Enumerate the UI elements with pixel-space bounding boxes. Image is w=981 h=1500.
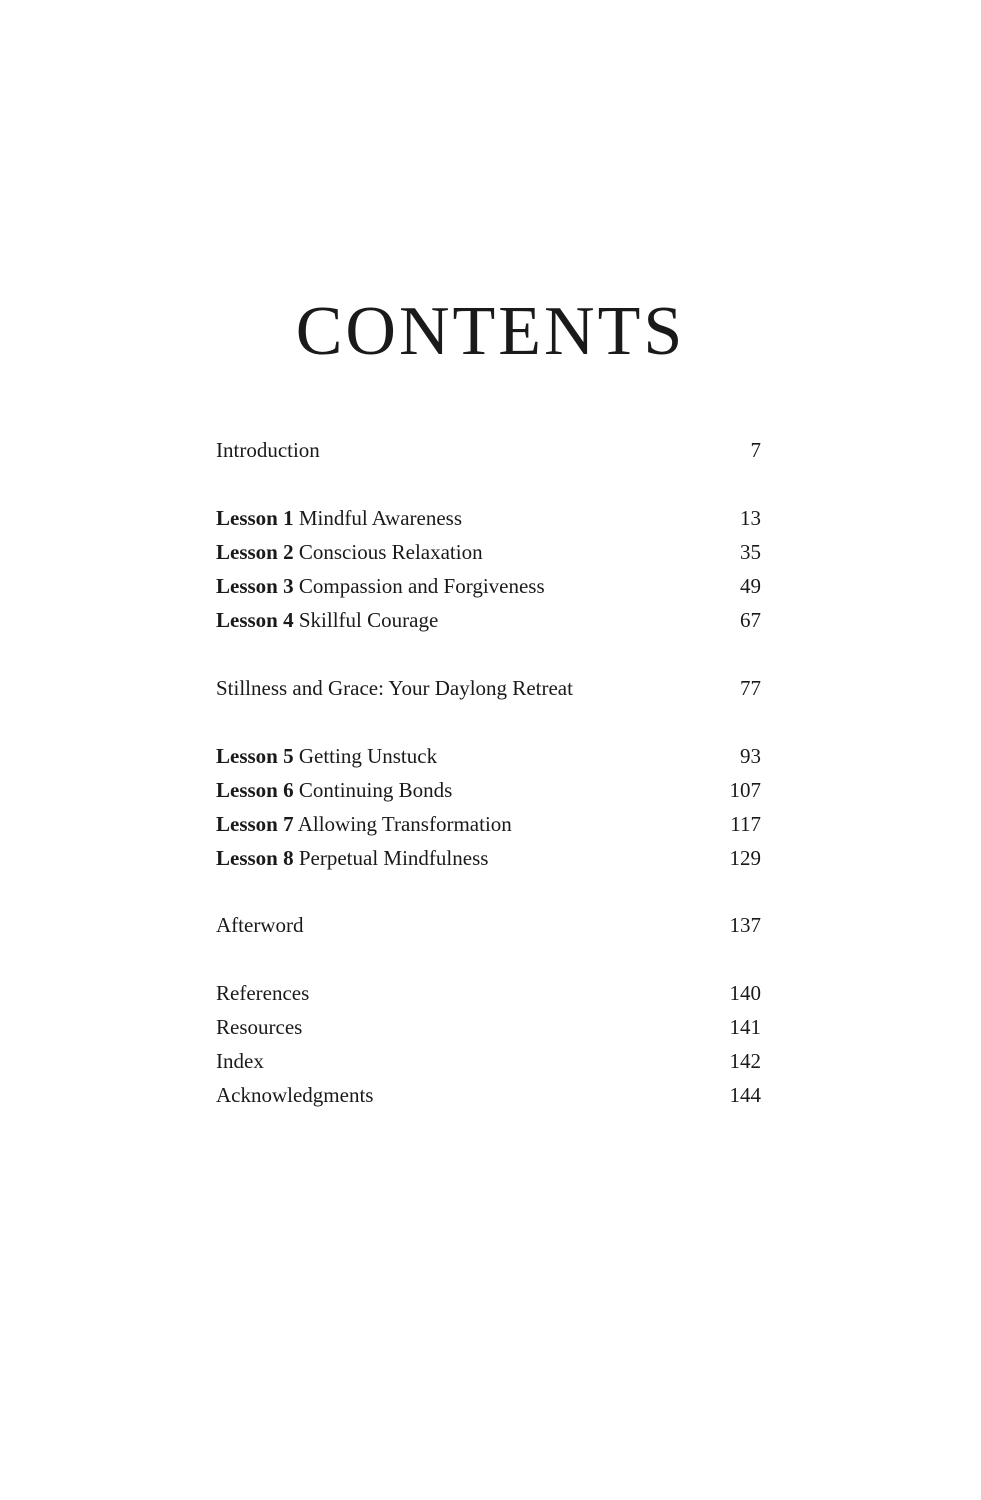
entry-label: Perpetual Mindfulness xyxy=(298,846,489,870)
lesson-number: Lesson 2 xyxy=(216,540,294,564)
lesson-number: Lesson 3 xyxy=(216,574,294,598)
toc-entry-title xyxy=(216,539,483,565)
page-number: 67 xyxy=(740,608,761,632)
page-number: 129 xyxy=(729,846,761,870)
toc-entry xyxy=(216,777,761,803)
entry-label: Acknowledgments xyxy=(216,1083,374,1107)
entry-label: Resources xyxy=(216,1015,303,1039)
toc-entry xyxy=(216,845,761,871)
toc-entry-title xyxy=(216,811,512,837)
toc-entry xyxy=(216,980,761,1006)
page-number: 142 xyxy=(729,1049,761,1073)
toc-entry-title xyxy=(216,505,462,531)
page-number: 49 xyxy=(740,574,761,598)
lesson-number: Lesson 4 xyxy=(216,608,294,632)
entry-label: Index xyxy=(216,1049,264,1073)
toc-entry xyxy=(216,1014,761,1040)
page-number: 141 xyxy=(729,1015,761,1039)
entry-label: References xyxy=(216,981,310,1005)
entry-label: Getting Unstuck xyxy=(298,744,438,768)
toc-entry xyxy=(216,1082,761,1108)
toc-entry xyxy=(216,573,761,599)
lesson-number: Lesson 7 xyxy=(216,812,294,836)
toc-entry xyxy=(216,1048,761,1074)
toc-entry-title xyxy=(216,845,488,871)
toc-entry-title xyxy=(216,912,303,938)
toc-entry-title xyxy=(216,1048,264,1074)
toc-entry-title xyxy=(216,573,545,599)
toc-entry-title xyxy=(216,743,437,769)
entry-label: Continuing Bonds xyxy=(298,778,453,802)
toc-entry-title xyxy=(216,1082,373,1108)
toc-entry xyxy=(216,675,761,701)
toc-entry-title xyxy=(216,777,452,803)
page-number: 7 xyxy=(750,438,761,462)
entry-label: Mindful Awareness xyxy=(298,506,462,530)
page-number: 144 xyxy=(729,1083,761,1107)
toc-entry xyxy=(216,912,761,938)
entry-label: Conscious Relaxation xyxy=(298,540,483,564)
lesson-number: Lesson 5 xyxy=(216,744,294,768)
toc-entry xyxy=(216,539,761,565)
toc-entry-title xyxy=(216,980,309,1006)
page-number: 93 xyxy=(740,744,761,768)
toc-entry xyxy=(216,437,761,463)
lesson-number: Lesson 8 xyxy=(216,846,294,870)
entry-label: Introduction xyxy=(216,438,320,462)
lesson-number: Lesson 1 xyxy=(216,506,294,530)
toc-entry xyxy=(216,811,761,837)
entry-label: Afterword xyxy=(216,913,304,937)
page-number: 117 xyxy=(730,812,761,836)
page-number: 137 xyxy=(729,913,761,937)
toc-entry-title xyxy=(216,437,320,463)
page-number: 13 xyxy=(740,506,761,530)
toc-entry-title xyxy=(216,1014,302,1040)
toc-entry xyxy=(216,607,761,633)
toc-entry-title xyxy=(216,607,438,633)
toc-entry xyxy=(216,505,761,531)
entry-label: Skillful Courage xyxy=(298,608,439,632)
lesson-number: Lesson 6 xyxy=(216,778,294,802)
entry-label: Allowing Transformation xyxy=(297,812,512,836)
page-number: 35 xyxy=(740,540,761,564)
page-number: 77 xyxy=(740,676,761,700)
entry-label: Compassion and Forgiveness xyxy=(298,574,545,598)
page-number: 107 xyxy=(729,778,761,802)
page-number: 140 xyxy=(729,981,761,1005)
toc-entry xyxy=(216,743,761,769)
toc-entry-title xyxy=(216,675,573,701)
entry-label: Stillness and Grace: Your Daylong Retreat xyxy=(216,676,573,700)
page-title: CONTENTS xyxy=(295,293,686,370)
